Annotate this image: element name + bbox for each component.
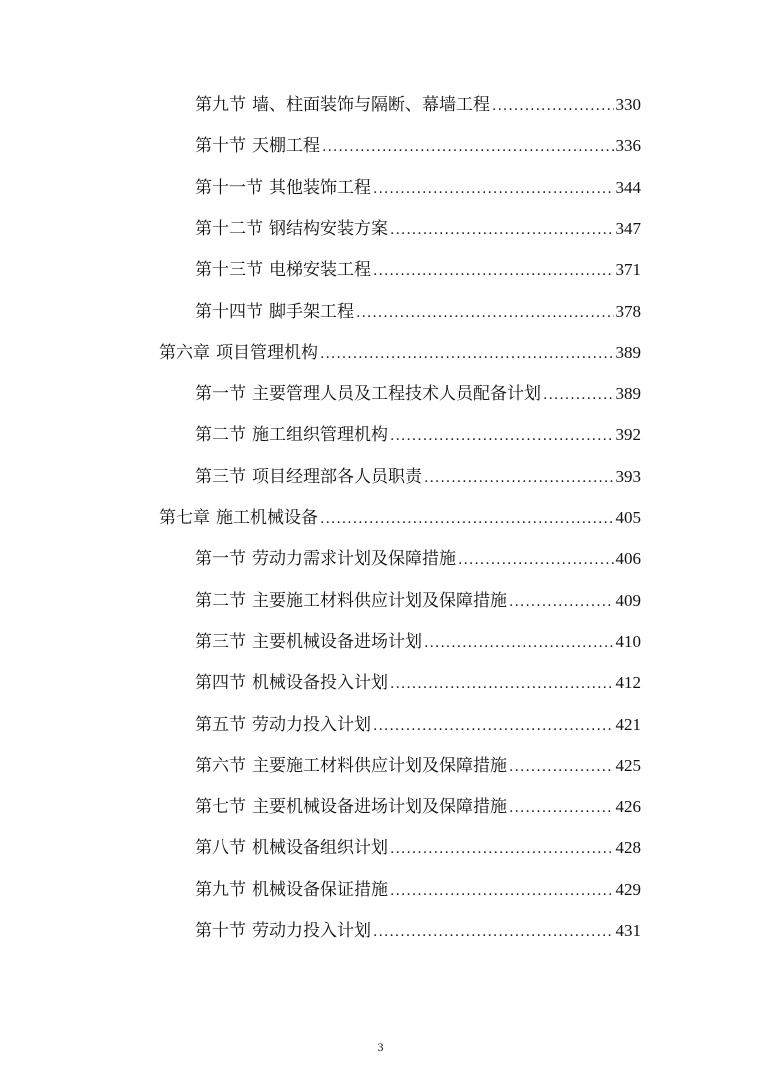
toc-entry-label bbox=[195, 255, 371, 285]
toc-entry-label bbox=[159, 338, 318, 368]
toc-chapter-entry[interactable] bbox=[159, 503, 641, 533]
toc-entry-number: 第七节 bbox=[195, 797, 246, 818]
toc-section-entry[interactable] bbox=[195, 751, 641, 781]
toc-entry-label bbox=[195, 173, 371, 203]
toc-entry-page-number: 425 bbox=[615, 755, 641, 775]
toc-entry-label bbox=[195, 833, 388, 863]
toc-section-entry[interactable] bbox=[195, 173, 641, 203]
toc-entry-number: 第十节 bbox=[195, 921, 246, 941]
dot-leader bbox=[458, 545, 614, 575]
toc-entry-page-number: 389 bbox=[615, 384, 641, 404]
toc-entry-label bbox=[195, 792, 507, 822]
toc-entry-page-number: 347 bbox=[615, 218, 641, 238]
toc-entry-number: 第六节 bbox=[195, 755, 246, 776]
toc-entry-number: 第二节 bbox=[195, 590, 246, 611]
toc-entry-page-number: 412 bbox=[615, 673, 641, 693]
toc-entry-label bbox=[195, 544, 456, 574]
toc-entry-label bbox=[195, 586, 507, 616]
toc-section-entry[interactable] bbox=[195, 131, 641, 161]
toc-section-entry[interactable] bbox=[195, 668, 641, 698]
toc-entry-number: 第十节 bbox=[195, 136, 246, 157]
toc-entry-page-number: 392 bbox=[615, 425, 641, 445]
dot-leader bbox=[390, 215, 614, 245]
dot-leader bbox=[390, 421, 614, 451]
toc-section-entry[interactable] bbox=[195, 627, 641, 657]
toc-entry-title: 劳动力需求计划及保障措施 bbox=[252, 549, 456, 570]
toc-entry-label bbox=[195, 627, 422, 657]
toc-entry-label bbox=[195, 710, 371, 740]
toc-entry-title: 电梯安装工程 bbox=[269, 260, 371, 281]
toc-entry-number: 第三节 bbox=[195, 631, 246, 652]
toc-entry-number: 第二节 bbox=[195, 425, 246, 446]
toc-entry-number: 第五节 bbox=[195, 714, 246, 735]
toc-entry-number: 第三节 bbox=[195, 466, 246, 487]
toc-entry-title: 项目管理机构 bbox=[216, 342, 318, 363]
toc-section-entry[interactable] bbox=[195, 379, 641, 409]
toc-entry-page-number: 344 bbox=[615, 177, 641, 197]
toc-entry-label bbox=[195, 875, 388, 905]
toc-section-entry[interactable] bbox=[195, 255, 641, 285]
toc-entry-page-number: 393 bbox=[615, 466, 641, 486]
toc-entry-number: 第八节 bbox=[195, 838, 246, 859]
toc-entry-title: 主要机械设备进场计划及保障措施 bbox=[252, 797, 507, 818]
toc-entry-title: 天棚工程 bbox=[252, 136, 320, 157]
toc-entry-title: 机械设备组织计划 bbox=[252, 838, 388, 859]
toc-entry-title: 项目经理部各人员职责 bbox=[252, 466, 422, 487]
toc-section-entry[interactable] bbox=[195, 916, 641, 946]
dot-leader bbox=[390, 669, 614, 699]
dot-leader bbox=[509, 752, 614, 782]
toc-entry-number: 第六章 bbox=[159, 342, 210, 363]
toc-chapter-entry[interactable] bbox=[159, 338, 641, 368]
toc-entry-title: 施工组织管理机构 bbox=[252, 425, 388, 446]
toc-entry-label bbox=[195, 916, 371, 946]
dot-leader bbox=[356, 298, 614, 328]
toc-entry-title: 机械设备投入计划 bbox=[252, 673, 388, 694]
toc-entry-label bbox=[195, 462, 422, 492]
dot-leader bbox=[322, 132, 614, 162]
toc-entry-number: 第一节 bbox=[195, 549, 246, 570]
toc-entry-number: 第九节 bbox=[195, 95, 246, 115]
dot-leader bbox=[373, 174, 614, 204]
toc-section-entry[interactable] bbox=[195, 544, 641, 574]
dot-leader bbox=[390, 834, 614, 864]
dot-leader bbox=[320, 339, 614, 369]
toc-entry-label bbox=[195, 90, 490, 120]
toc-entry-title: 脚手架工程 bbox=[269, 301, 354, 322]
toc-entry-title: 主要施工材料供应计划及保障措施 bbox=[252, 590, 507, 611]
toc-entry-page-number: 409 bbox=[615, 590, 641, 610]
toc-section-entry[interactable] bbox=[195, 420, 641, 450]
toc-entry-page-number: 406 bbox=[615, 549, 641, 569]
toc-entry-title: 主要施工材料供应计划及保障措施 bbox=[252, 755, 507, 776]
toc-entry-number: 第七章 bbox=[159, 508, 210, 528]
toc-entry-label bbox=[195, 379, 541, 409]
toc-entry-page-number: 336 bbox=[615, 136, 641, 156]
dot-leader bbox=[509, 793, 614, 823]
toc-entry-title: 主要机械设备进场计划 bbox=[252, 631, 422, 652]
dot-leader bbox=[373, 917, 614, 947]
dot-leader bbox=[373, 256, 614, 286]
dot-leader bbox=[509, 587, 614, 617]
toc-entry-title: 钢结构安装方案 bbox=[269, 218, 388, 239]
toc-entry-page-number: 421 bbox=[615, 714, 641, 734]
toc-entry-label bbox=[195, 297, 354, 327]
toc-entry-title: 墙、柱面装饰与隔断、幕墙工程 bbox=[252, 95, 490, 115]
dot-leader bbox=[492, 91, 614, 121]
toc-entry-title: 其他装饰工程 bbox=[269, 177, 371, 198]
dot-leader bbox=[424, 463, 614, 493]
toc-entry-page-number: 371 bbox=[615, 260, 641, 280]
toc-entry-number: 第十一节 bbox=[195, 177, 263, 198]
toc-section-entry[interactable] bbox=[195, 586, 641, 616]
toc-entry-page-number: 431 bbox=[615, 921, 641, 940]
toc-section-entry[interactable] bbox=[195, 462, 641, 492]
toc-entry-title: 主要管理人员及工程技术人员配备计划 bbox=[252, 384, 541, 405]
toc-entry-number: 第一节 bbox=[195, 384, 246, 405]
toc-section-entry[interactable] bbox=[195, 792, 641, 822]
toc-entry-label bbox=[159, 503, 318, 533]
toc-entry-page-number: 426 bbox=[615, 797, 641, 817]
toc-section-entry[interactable] bbox=[195, 833, 641, 863]
toc-entry-page-number: 330 bbox=[615, 95, 641, 114]
toc-entry-page-number: 405 bbox=[615, 508, 641, 527]
toc-entry-label bbox=[195, 420, 388, 450]
toc-entry-number: 第十四节 bbox=[195, 301, 263, 322]
toc-entry-page-number: 429 bbox=[615, 879, 641, 899]
toc-entry-label bbox=[195, 214, 388, 244]
dot-leader bbox=[543, 380, 614, 410]
toc-entry-page-number: 428 bbox=[615, 838, 641, 858]
toc-entry-number: 第十三节 bbox=[195, 260, 263, 281]
toc-entry-number: 第十二节 bbox=[195, 218, 263, 239]
toc-section-entry[interactable] bbox=[195, 90, 641, 120]
toc-section-entry[interactable] bbox=[195, 214, 641, 244]
toc-entry-number: 第九节 bbox=[195, 879, 246, 900]
toc-entry-label bbox=[195, 751, 507, 781]
toc-entry-page-number: 410 bbox=[615, 631, 641, 651]
toc-entry-number: 第四节 bbox=[195, 673, 246, 694]
toc-section-entry[interactable] bbox=[195, 875, 641, 905]
toc-entry-page-number: 389 bbox=[615, 342, 641, 362]
toc-section-entry[interactable] bbox=[195, 710, 641, 740]
dot-leader bbox=[320, 504, 614, 534]
toc-entry-title: 劳动力投入计划 bbox=[252, 714, 371, 735]
dot-leader bbox=[390, 876, 614, 906]
toc-entry-label bbox=[195, 131, 320, 161]
dot-leader bbox=[373, 711, 614, 741]
toc-entry-title: 机械设备保证措施 bbox=[252, 879, 388, 900]
toc-entry-label bbox=[195, 668, 388, 698]
toc-entry-title: 施工机械设备 bbox=[216, 508, 318, 528]
page-number: 3 bbox=[377, 1040, 384, 1054]
toc-entry-title: 劳动力投入计划 bbox=[252, 921, 371, 941]
toc-entry-page-number: 378 bbox=[615, 301, 641, 321]
dot-leader bbox=[424, 628, 614, 658]
toc-section-entry[interactable] bbox=[195, 297, 641, 327]
